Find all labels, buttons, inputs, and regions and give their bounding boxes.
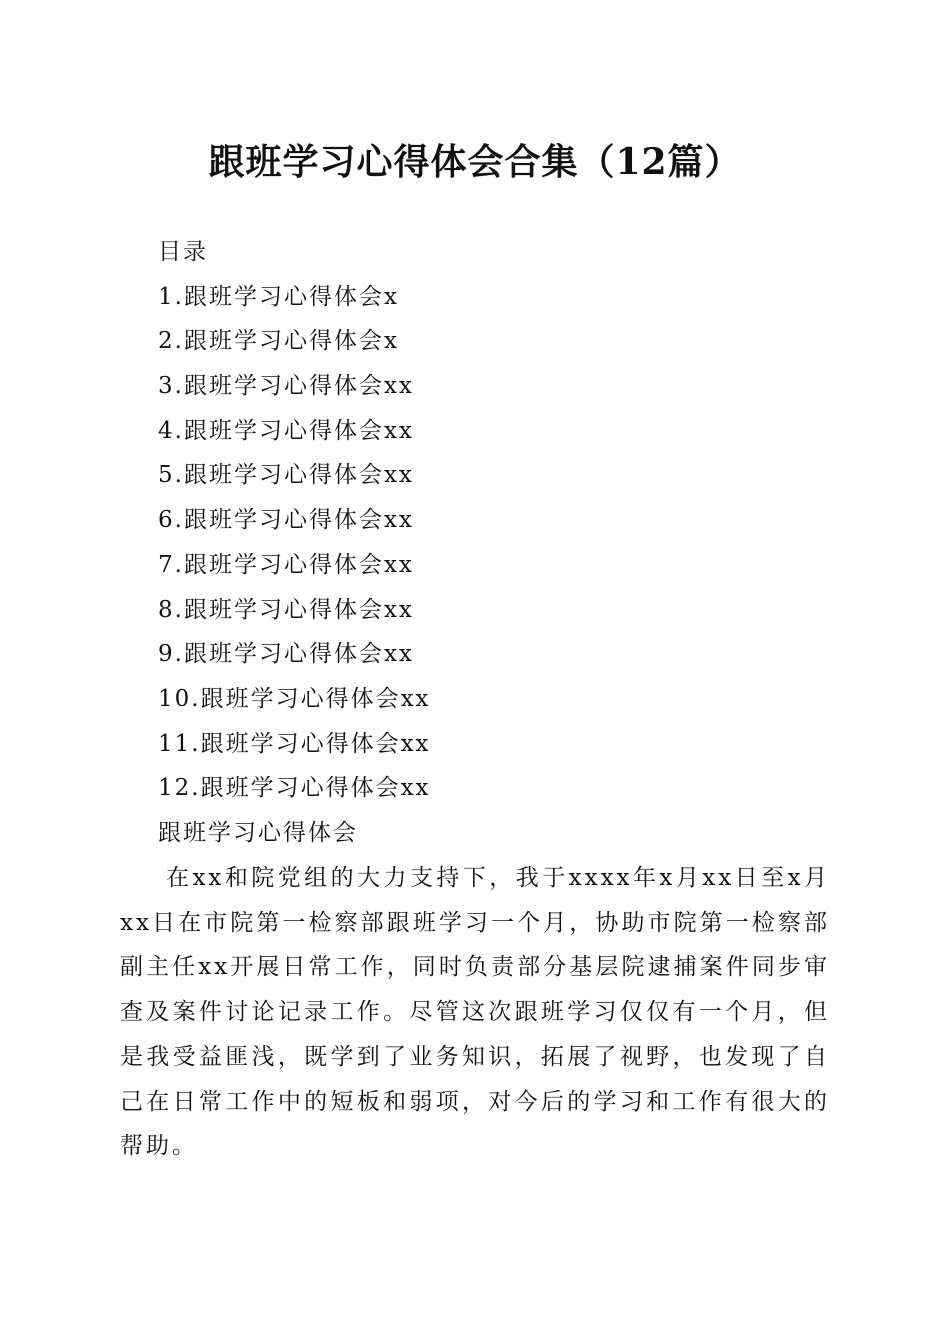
toc-item: 10.跟班学习心得体会xx — [158, 685, 431, 712]
toc-item: 5.跟班学习心得体会xx — [158, 462, 414, 489]
table-of-contents — [158, 230, 431, 811]
body-paragraph: 在xx和院党组的大力支持下，我于xxxx年x月xx日至x月xx日在市院第一检察部跟班学习一个月，协助市院第一检察部副主任xx开展日常工作，同时负责部分基层院逮捕案件同步审查及案件讨论记录工作。尽管这次跟班学习仅仅有一个月，但是我受益匪浅，既学到了业务知识，拓展了视野，也发现了自己在日常工作中的短板和弱项，对今后的学习和工作有很大的帮助。 — [120, 865, 830, 1160]
toc-item: 2.跟班学习心得体会x — [158, 328, 399, 355]
toc-item: 11.跟班学习心得体会xx — [158, 730, 431, 757]
toc-heading: 目录 — [158, 239, 208, 265]
toc-item: 9.跟班学习心得体会xx — [158, 641, 414, 668]
section-heading: 跟班学习心得体会 — [158, 820, 358, 846]
toc-item: 1.跟班学习心得体会x — [158, 283, 399, 310]
toc-item: 6.跟班学习心得体会xx — [158, 507, 414, 534]
toc-item: 12.跟班学习心得体会xx — [158, 775, 431, 802]
toc-item: 3.跟班学习心得体会xx — [158, 373, 414, 400]
toc-item: 8.跟班学习心得体会xx — [158, 596, 414, 623]
document-title: 跟班学习心得体会合集（12篇） — [208, 141, 742, 183]
toc-item: 7.跟班学习心得体会xx — [158, 551, 414, 578]
toc-item: 4.跟班学习心得体会xx — [158, 417, 414, 444]
